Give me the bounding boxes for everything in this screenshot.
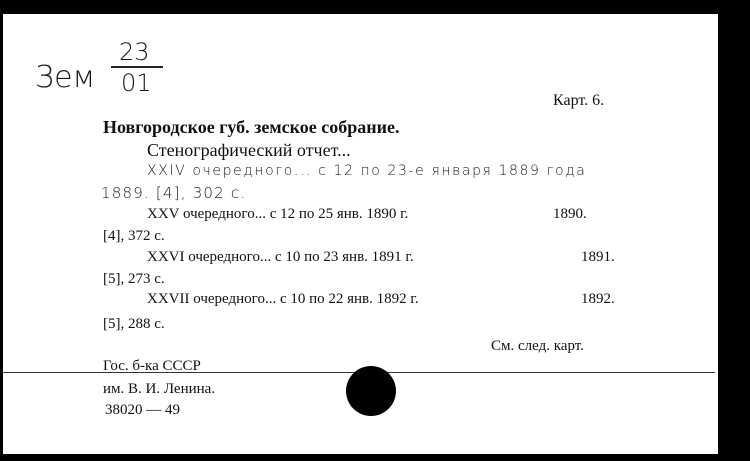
entry-1891-text: XXVI очередного... с 10 по 23 янв. 1891 г. [147,249,414,265]
fraction-bar [111,66,163,68]
entry-1892-pages: [5], 288 с. [103,316,165,332]
entry-1890-text: XXV очередного... с 12 по 25 янв. 1890 г. [147,206,409,222]
catalog-card [3,14,721,454]
handwritten-prefix: Зем [35,60,96,95]
see-next-card: См. след. карт. [491,338,584,354]
entry-1892-year: 1892. [581,291,615,307]
handwritten-fraction-top: 23 [119,38,150,66]
handwritten-entry-1889: XXIV очередного... с 12 по 23-е января 1889 года [147,163,587,179]
punch-hole [346,366,396,416]
entry-1890-pages: [4], 372 с. [103,228,165,244]
card-number: Карт. 6. [553,92,605,109]
entry-1890-year: 1890. [553,206,587,222]
entry-1891-pages: [5], 273 с. [103,271,165,287]
card-heading: Новгородское губ. земское собрание. [103,117,400,137]
handwritten-entry-1889-pages: 1889. [4], 302 с. [101,184,247,202]
library-name: Гос. б-ка СССР [103,358,201,374]
handwritten-fraction-bottom: 01 [121,69,152,97]
entry-1891-year: 1891. [581,249,615,265]
entry-1892-text: XXVII очередного... с 10 по 22 янв. 1892 г. [147,291,419,307]
library-code: 38020 — 49 [105,402,180,418]
library-name-line2: им. В. И. Ленина. [103,381,216,397]
card-subheading: Стенографический отчет... [147,140,351,160]
